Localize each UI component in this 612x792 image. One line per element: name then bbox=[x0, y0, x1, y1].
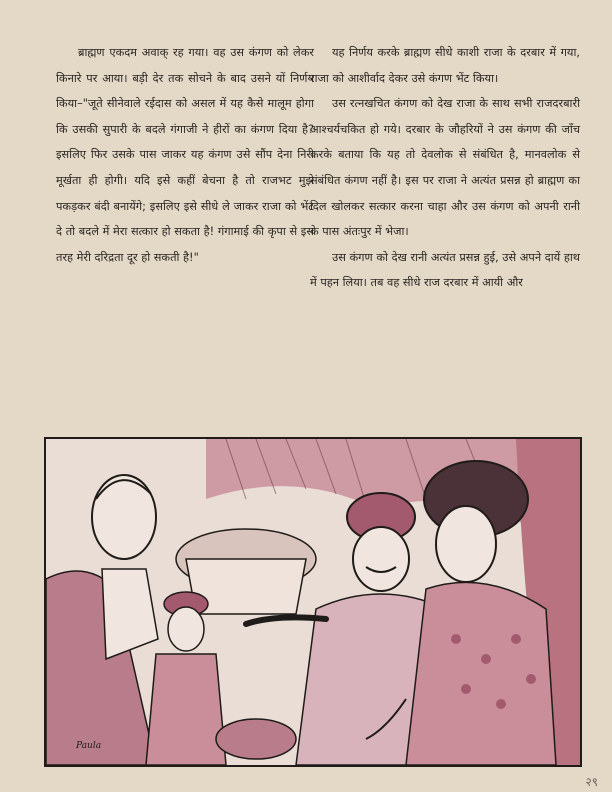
right-column bbox=[310, 40, 580, 296]
right-paragraph-2: उस रत्नखचित कंगण को देख राजा के साथ सभी राजदरबारी आश्चर्यचकित हो गये। दरबार के जौहरियों ने उस कंगण की जाँच करके बताया कि यह तो देवलोक से संबंधित है, मानवलोक से संबंधित कंगण नहीं है। इस पर राजा ने अत्यंत प्रसन्न हो ब्राह्मण का दिल खोलकर सत्कार करना चाहा और उस कंगण को अपनी रानी के पास अंतःपुर में भेजा। bbox=[310, 97, 580, 239]
right-paragraph-1: यह निर्णय करके ब्राह्मण सीधे काशी राजा के दरबार में गया, राजा को आशीर्वाद देकर उसे कंगण भेंट किया। bbox=[310, 46, 580, 85]
artist-signature: Paula bbox=[76, 741, 102, 751]
page-number: २९ bbox=[585, 775, 598, 789]
left-column bbox=[56, 40, 314, 270]
right-paragraph-3: उस कंगण को देख रानी अत्यंत प्रसन्न हुई, उसे अपने दायें हाथ में पहन लिया। तब वह सीधे राज दरबार में आयी और bbox=[310, 250, 580, 290]
illustration-drawing bbox=[46, 439, 580, 765]
left-paragraph-1: ब्राह्मण एकदम अवाक् रह गया। वह उस कंगण को लेकर किनारे पर आया। बड़ी देर तक सोचने के बाद उसने यों निर्णय किया–"जूते सीनेवाले रईदास को असल में यह कैसे मालूम होगा कि उसकी सुपारी के बदले गंगाजी ने हीरों का कंगण दिया है? इसलिए फिर उसके पास जाकर यह कंगण उसे सौंप देना निरी मूर्खता ही होगी। यदि इसे कहीं बेचना है तो राजभट मुझे पकड़कर बंदी बनायेंगे; इसलिए इसे सीधे ले जाकर राजा को भेंट दे तो बदले में मेरा सत्कार हो सकता है! गंगामाई की कृपा से इस तरह मेरी दरिद्रता दूर हो सकती है!" bbox=[56, 46, 314, 264]
illustration-court-scene bbox=[44, 437, 582, 767]
